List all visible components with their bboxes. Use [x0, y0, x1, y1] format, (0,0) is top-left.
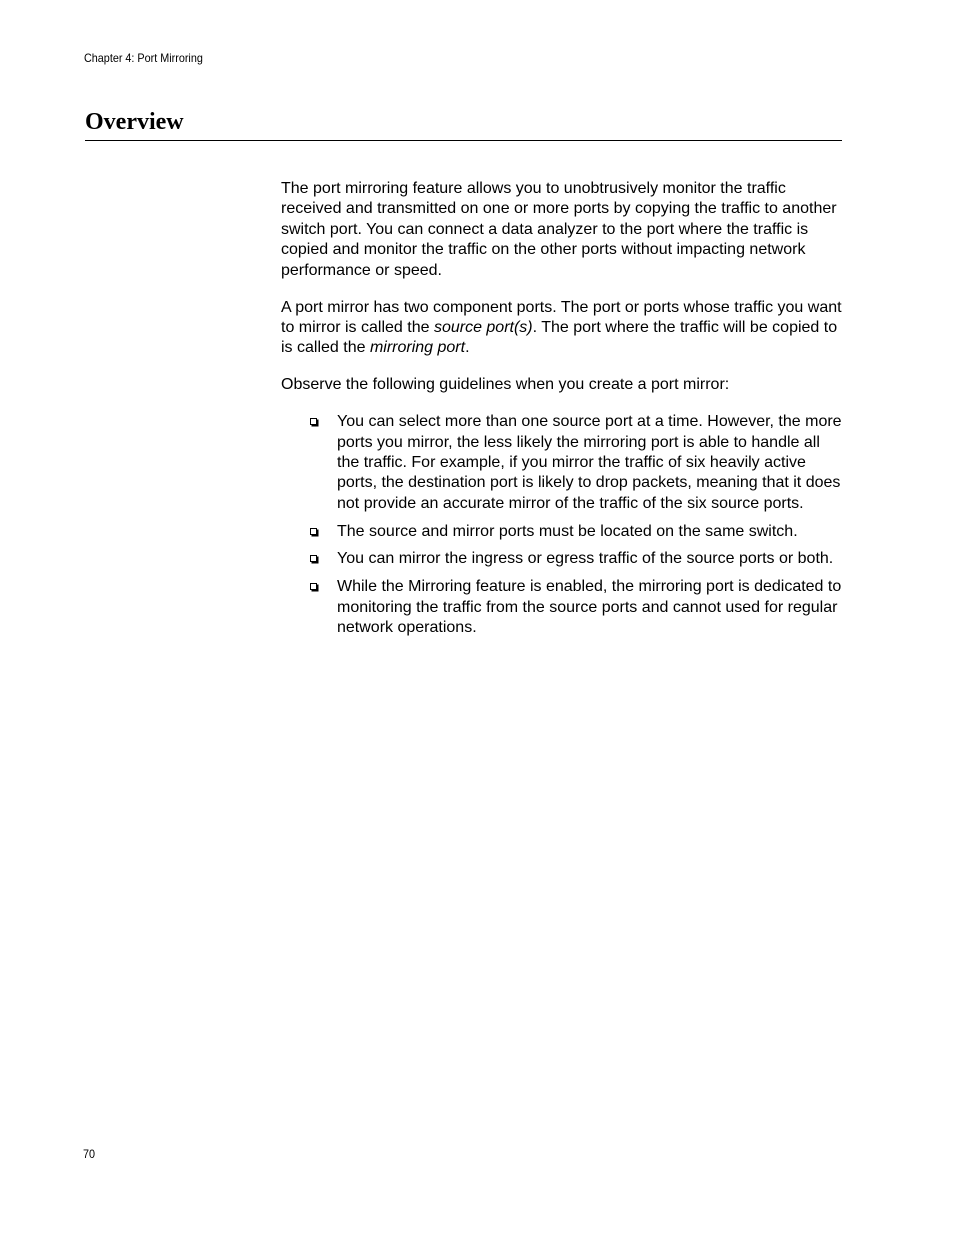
components-text-1: A port mirror has two component ports. The port or ports whose traffic you want to mirror is called the	[281, 298, 842, 336]
guidelines-intro: Observe the following guidelines when you create a port mirror:	[281, 376, 730, 394]
list-item	[337, 577, 843, 638]
list-item-text: While the Mirroring feature is enabled, the mirroring port is dedicated to monitoring the traffic from the source ports and cannot used for regular network operations.	[337, 578, 842, 636]
checkbox-bullet-icon	[310, 555, 317, 562]
running-header: Chapter 4: Port Mirroring	[84, 51, 203, 65]
checkbox-bullet-icon	[310, 528, 317, 535]
intro-paragraph: The port mirroring feature allows you to unobtrusively monitor the traffic received and transmitted on one or more ports by copying the traffic to another switch port. You can connect a data analyzer to the port where the traffic is copied and monitor the traffic on the other ports without impacting network performance or speed.	[281, 180, 837, 279]
components-paragraph	[281, 298, 843, 359]
title-rule	[85, 140, 842, 141]
components-text-3: .	[465, 339, 470, 357]
term-mirroring-port: mirroring port	[369, 339, 466, 357]
list-item-text: You can select more than one source port at a time. However, the more ports you mirror, the less likely the mirroring port is able to handle all the traffic. For example, if you mirror the traffic of six heavily active ports, the destination port is likely to drop packets, meaning that it does not provide an accurate mirror of the traffic of the six source ports.	[337, 413, 842, 512]
body-text	[281, 179, 843, 646]
guidelines-list	[281, 412, 843, 638]
list-item-text: You can mirror the ingress or egress traffic of the source ports or both.	[337, 550, 834, 568]
term-source-ports: source port(s)	[433, 318, 533, 336]
checkbox-bullet-icon	[310, 583, 317, 590]
list-item	[337, 412, 843, 514]
list-item	[337, 522, 843, 542]
components-text-2: . The port where the traffic will be copied to is called the	[281, 318, 838, 357]
list-item-text: The source and mirror ports must be located on the same switch.	[337, 522, 798, 540]
section-title: Overview	[85, 109, 184, 135]
page-number: 70	[83, 1147, 96, 1161]
list-item	[337, 549, 843, 569]
checkbox-bullet-icon	[310, 418, 317, 425]
